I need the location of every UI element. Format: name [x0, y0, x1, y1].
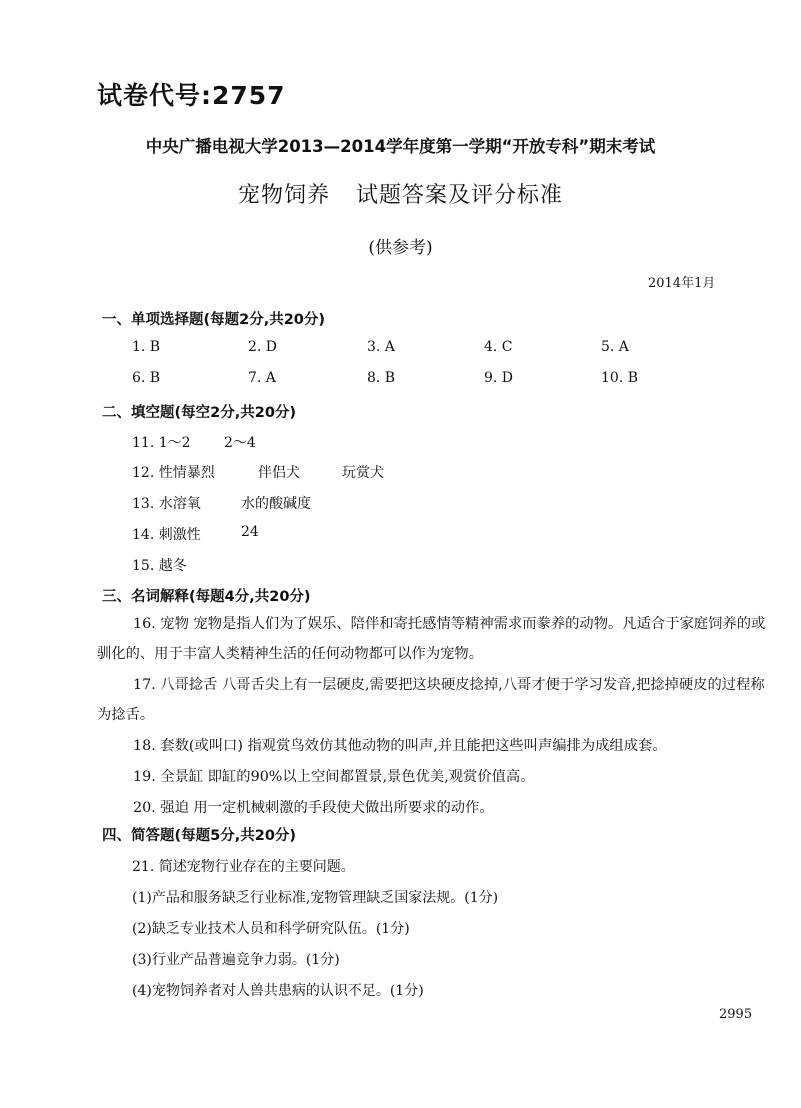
section4-heading: 四、简答题(每题5分,共20分) — [102, 828, 297, 844]
fill-15-a: 15. 越冬 — [132, 558, 187, 574]
answer-10: 10. B — [601, 370, 639, 386]
answer-9: 9. D — [484, 370, 514, 386]
fill-11-b: 2～4 — [224, 435, 256, 451]
answer-5: 5. A — [601, 339, 629, 355]
answer-6: 6. B — [132, 370, 161, 386]
term-18: 18. 套数(或叫口) 指观赏鸟效仿其他动物的叫声,并且能把这些叫声编排为成组成套。 — [133, 738, 667, 754]
fill-12-c: 玩赏犬 — [342, 465, 384, 481]
answer-3: 3. A — [367, 339, 395, 355]
question-21: 21. 简述宠物行业存在的主要问题。 — [132, 859, 355, 875]
section1-heading: 一、单项选择题(每题2分,共20分) — [102, 312, 326, 328]
term-17: 17. 八哥捻舌 八哥舌尖上有一层硬皮,需要把这块硬皮捻掉,八哥才便于学习发音,把捻掉硬皮的过程称为捻舌。 — [97, 677, 765, 723]
page-number: 2995 — [719, 1007, 753, 1022]
section2-heading: 二、填空题(每空2分,共20分) — [102, 405, 297, 421]
point-4: (4)宠物饲养者对人兽共患病的认识不足。(1分) — [132, 983, 424, 999]
term-16: 16. 宠物 宠物是指人们为了娱乐、陪伴和寄托感情等精神需求而豢养的动物。凡适合于家庭饲养的或驯化的、用于丰富人类精神生活的任何动物都可以作为宠物。 — [97, 616, 766, 662]
answer-2: 2. D — [248, 339, 278, 355]
course-name: 宠物饲养 — [237, 183, 330, 208]
answer-7: 7. A — [248, 370, 276, 386]
fill-14-b: 24 — [241, 524, 259, 540]
paper-code: 试卷代号:2757 — [97, 81, 286, 110]
reference-note: (供参考) — [368, 238, 433, 258]
exam-date: 2014年1月 — [648, 276, 716, 291]
fill-12-b: 伴侣犬 — [258, 465, 300, 481]
fill-12-a: 12. 性情暴烈 — [132, 465, 215, 481]
term-19: 19. 全景缸 即缸的90%以上空间都置景,景色优美,观赏价值高。 — [133, 769, 535, 785]
title-subtitle: 试题答案及评分标准 — [356, 183, 564, 208]
fill-11-a: 11. 1～2 — [132, 435, 191, 451]
fill-13-b: 水的酸碱度 — [241, 496, 311, 512]
point-3: (3)行业产品普遍竞争力弱。(1分) — [132, 952, 340, 968]
exam-name: 中央广播电视大学2013—2014学年度第一学期“开放专科”期末考试 — [145, 137, 656, 156]
answer-1: 1. B — [132, 339, 161, 355]
answer-4: 4. C — [484, 339, 513, 355]
point-1: (1)产品和服务缺乏行业标准,宠物管理缺乏国家法规。(1分) — [132, 890, 499, 906]
point-2: (2)缺乏专业技术人员和科学研究队伍。(1分) — [132, 921, 410, 937]
page-title — [0, 178, 801, 209]
term-20: 20. 强迫 用一定机械刺激的手段使犬做出所要求的动作。 — [133, 800, 494, 816]
fill-14-a: 14. 刺激性 — [132, 527, 201, 543]
answer-8: 8. B — [367, 370, 396, 386]
fill-13-a: 13. 水溶氧 — [132, 496, 201, 512]
section3-heading: 三、名词解释(每题4分,共20分) — [102, 589, 311, 605]
